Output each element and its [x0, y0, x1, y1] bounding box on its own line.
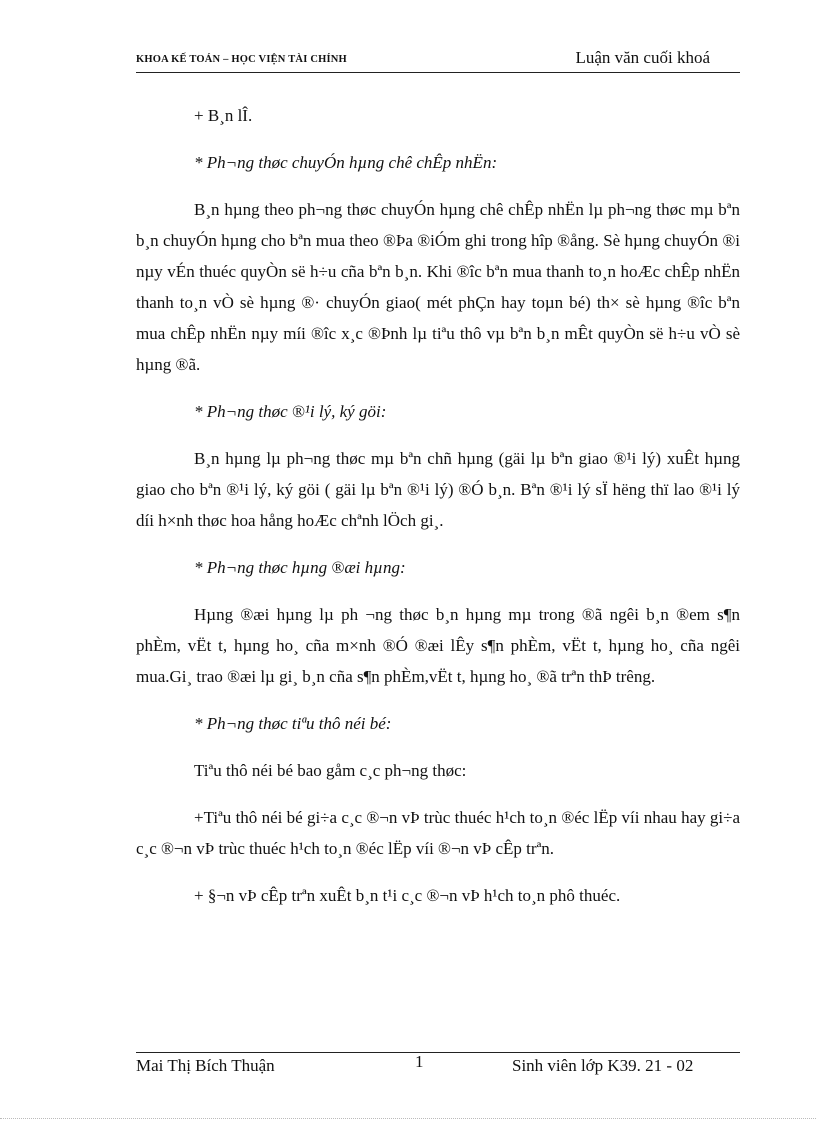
heading-agency-method: * Ph¬ng thøc ®¹i lý, ký göi: — [194, 402, 387, 421]
paragraph-agency: B¸n hµng lµ ph¬ng thøc mµ bªn chñ hµng (gäi lµ bªn giao ®¹i lý) xuÊt hµng giao cho bªn ®¹i lý, ký göi ( gäi lµ bªn ®¹i lý) ®Ó b¸n. Bªn ®¹i lý sÏ hëng thï lao ®¹i lý díi h×nh thøc hoa hång hoÆc chªnh lÖch gi¸. — [136, 449, 740, 530]
paragraph-internal-intro: Tiªu thô néi bé bao gåm c¸c ph¬ng thøc: — [194, 761, 467, 780]
page-header — [136, 48, 740, 73]
paragraph-internal-2: + §¬n vÞ cÊp trªn xuÊt b¸n t¹i c¸c ®¬n vÞ h¹ch to¸n phô thuéc. — [194, 886, 621, 905]
footer-class-info: Sinh viên lớp K39. 21 - 02 — [512, 1056, 694, 1075]
paragraph-internal-1: +Tiªu thô néi bé gi÷a c¸c ®¬n vÞ trùc thuéc h¹ch to¸n ®éc lËp víi nhau hay gi÷a c¸c ®¬n vÞ trùc thuéc h¹ch to¸n ®éc lËp víi ®¬n vÞ cÊp trªn. — [136, 808, 740, 858]
document-body — [136, 100, 740, 927]
page-bottom-edge — [0, 1118, 816, 1119]
paragraph-retail: + B¸n lÎ. — [194, 106, 253, 125]
footer-divider — [136, 1052, 740, 1053]
header-faculty: KHOA KẾ TOÁN – HỌC VIỆN TÀI CHÍNH — [136, 54, 347, 65]
heading-internal-method: * Ph¬ng thøc tiªu thô néi bé: — [194, 714, 392, 733]
heading-consignment-method: * Ph¬ng thøc chuyÓn hµng chê chÊp nhËn: — [194, 153, 498, 172]
header-document-type: Luận văn cuối khoá — [575, 48, 710, 67]
paragraph-barter: Hµng ®æi hµng lµ ph ¬ng thøc b¸n hµng mµ trong ®ã ngêi b¸n ®em s¶n phÈm, vËt t, hµng ho¸ cña m×nh ®Ó ®æi lÊy s¶n phÈm, vËt t, hµng ho¸ cña ngêi mua.Gi¸ trao ®æi lµ gi¸ b¸n cña s¶n phÈm,vËt t, hµng ho¸ ®ã trªn thÞ trêng. — [136, 605, 740, 686]
footer-author: Mai Thị Bích Thuận — [136, 1056, 275, 1075]
heading-barter-method: * Ph¬ng thøc hµng ®æi hµng: — [194, 558, 406, 577]
paragraph-consignment: B¸n hµng theo ph¬ng thøc chuyÓn hµng chê chÊp nhËn lµ ph¬ng thøc mµ bªn b¸n chuyÓn hµng cho bªn mua theo ®Þa ®iÓm ghi trong hîp ®ång. Sè hµng chuyÓn ®i nµy vÉn thuéc quyÒn së h÷u cña bªn b¸n. Khi ®îc bªn mua thanh to¸n hoÆc chÊp nhËn thanh to¸n vÒ sè hµng ®· chuyÓn giao( mét phÇn hay toµn bé) th× sè hµng ®îc bªn mua chÊp nhËn nµy míi ®îc x¸c ®Þnh lµ tiªu thô vµ bªn b¸n mÊt quyÒn së h÷u vÒ sè hµng ®ã. — [136, 200, 740, 374]
page-number: 1 — [415, 1052, 424, 1071]
